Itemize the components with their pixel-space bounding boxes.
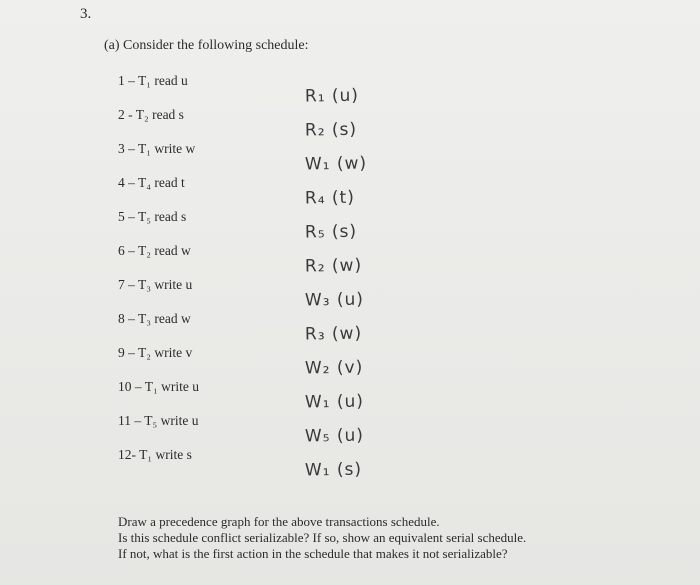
question-number: 3. [80,6,92,22]
schedule-step: 5 – T₅ read s [118,209,187,224]
schedule-step: 1 – T₁ read u [118,73,188,88]
handwritten-note: W₅ (u) [304,425,365,447]
handwritten-note: W₁ (s) [304,459,363,481]
part-label: (a) Consider the following schedule: [104,38,309,53]
handwritten-note: W₁ (w) [304,153,368,175]
handwritten-note: R₄ (t) [304,187,356,209]
handwritten-note: R₂ (w) [304,255,363,277]
handwritten-note: R₃ (w) [304,323,363,345]
handwritten-note: W₁ (u) [304,391,365,413]
schedule-step: 10 – T₁ write u [118,379,199,394]
handwritten-note: W₃ (u) [304,289,365,311]
schedule-step: 4 – T₄ read t [118,175,185,190]
schedule-step: 11 – T₅ write u [118,413,199,428]
instruction-line: If not, what is the first action in the schedule that makes it not serializable? [118,546,508,561]
instructions [118,514,526,562]
schedule-step: 3 – T₁ write w [118,141,196,156]
schedule-step: 8 – T₃ read w [118,311,191,326]
handwritten-annotations [305,84,367,492]
schedule-step: 12- T₁ write s [118,447,192,462]
handwritten-note: W₂ (v) [304,357,364,379]
instruction-line: Is this schedule conflict serializable? If so, show an equivalent serial schedule. [118,530,527,545]
schedule-list [118,70,199,478]
handwritten-note: R₂ (s) [304,119,358,141]
schedule-step: 6 – T₂ read w [118,243,191,258]
schedule-step: 7 – T₃ write u [118,277,193,292]
handwritten-note: R₅ (s) [304,221,358,243]
instruction-line: Draw a precedence graph for the above transactions schedule. [118,514,440,529]
schedule-step: 2 - T₂ read s [118,107,184,122]
schedule-step: 9 – T₂ write v [118,345,193,360]
handwritten-note: R₁ (u) [304,85,360,107]
